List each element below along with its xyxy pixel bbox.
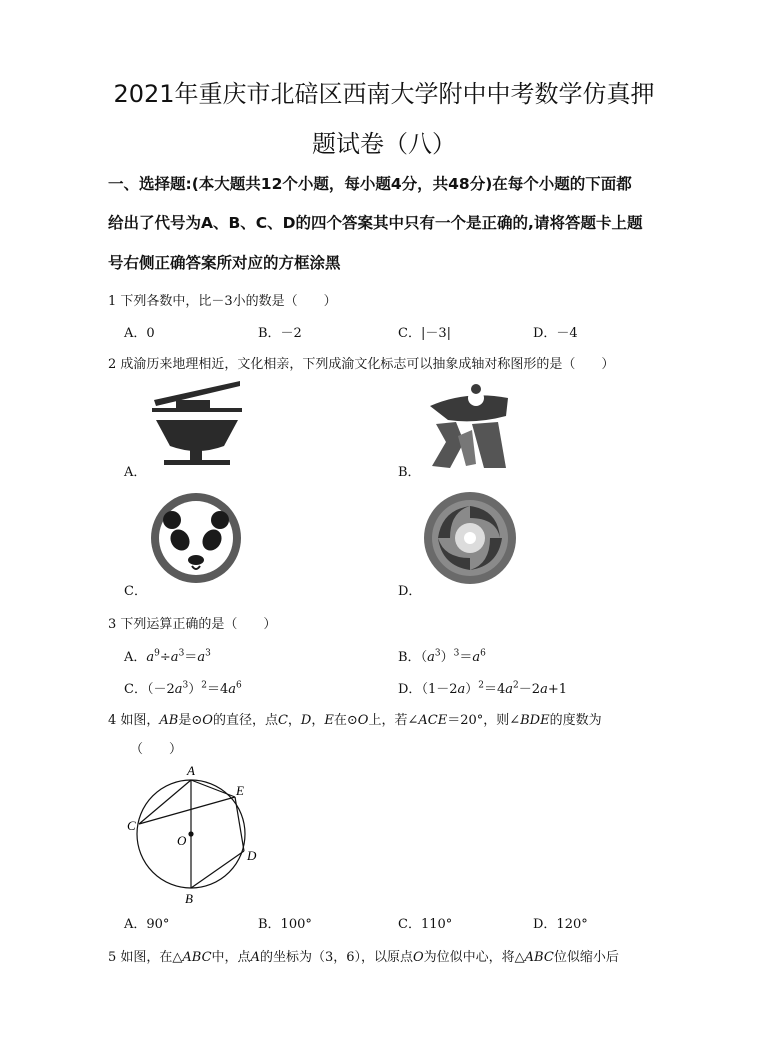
q2-label-d: D． xyxy=(398,584,422,599)
circle-geometry-figure xyxy=(120,762,270,910)
section-instructions-line1: 一、选择题:(本大题共12个小题，每小题4分，共48分)在每个小题的下面都 xyxy=(108,175,632,193)
question-1-stem: 1 下列各数中，比－3小的数是（ ） xyxy=(108,294,337,309)
q1-option-a: A．0 xyxy=(124,326,155,341)
question-5-stem: 5 如图，在△ABC中，点A的坐标为（3，6），以原点O为位似中心，将△ABC位似缩小后 xyxy=(108,950,619,965)
q1-option-c: C．|－3| xyxy=(398,326,451,341)
question-4-blank: （ ） xyxy=(130,742,183,757)
point-label-b: B xyxy=(185,891,193,906)
point-label-d: D xyxy=(247,848,257,863)
q4-option-d: D．120° xyxy=(533,917,588,932)
q2-label-b: B． xyxy=(398,465,421,480)
exam-title-line2: 题试卷（八） xyxy=(312,130,456,158)
q1-option-b: B．－2 xyxy=(258,326,302,341)
q1-option-d: D．－4 xyxy=(533,326,578,341)
q4-option-c: C．110° xyxy=(398,917,453,932)
q2-label-a: A． xyxy=(124,465,147,480)
logo-a-image xyxy=(148,378,244,470)
q2-label-c: C． xyxy=(124,584,147,599)
logo-d-swirl-image xyxy=(420,488,520,588)
logo-b-image xyxy=(426,384,512,470)
q4-option-b: B．100° xyxy=(258,917,312,932)
point-label-a: A xyxy=(187,763,195,778)
q3-option-a: A．$a^9\div a^3=a^3$ xyxy=(124,648,211,665)
q3-option-b: B．$(a^3)^3=a^6$ xyxy=(398,648,486,665)
question-2-stem: 2 成渝历来地理相近，文化相亲，下列成渝文化标志可以抽象成轴对称图形的是（ ） xyxy=(108,357,615,372)
section-instructions-line2: 给出了代号为A、B、C、D的四个答案其中只有一个是正确的,请将答题卡上题 xyxy=(108,214,643,232)
point-label-e: E xyxy=(236,783,244,798)
question-4-stem: 4 如图，AB是⊙O的直径，点C，D，E在⊙O上，若∠ACE＝20°，则∠BDE的度数为 xyxy=(108,713,602,728)
exam-title-line1: 2021年重庆市北碚区西南大学附中中考数学仿真押 xyxy=(113,80,655,108)
question-3-stem: 3 下列运算正确的是（ ） xyxy=(108,617,277,632)
point-label-o: O xyxy=(177,833,187,848)
point-label-c: C xyxy=(127,818,136,833)
q3-option-c: C．$(-2a^3)^2=4a^6$ xyxy=(124,680,242,697)
section-instructions-line3: 号右侧正确答案所对应的方框涂黑 xyxy=(108,254,341,272)
q3-option-d: D．$(1-2a)^2=4a^2-2a+1$ xyxy=(398,680,567,697)
q4-option-a: A．90° xyxy=(124,917,170,932)
logo-c-panda-image xyxy=(148,490,244,586)
